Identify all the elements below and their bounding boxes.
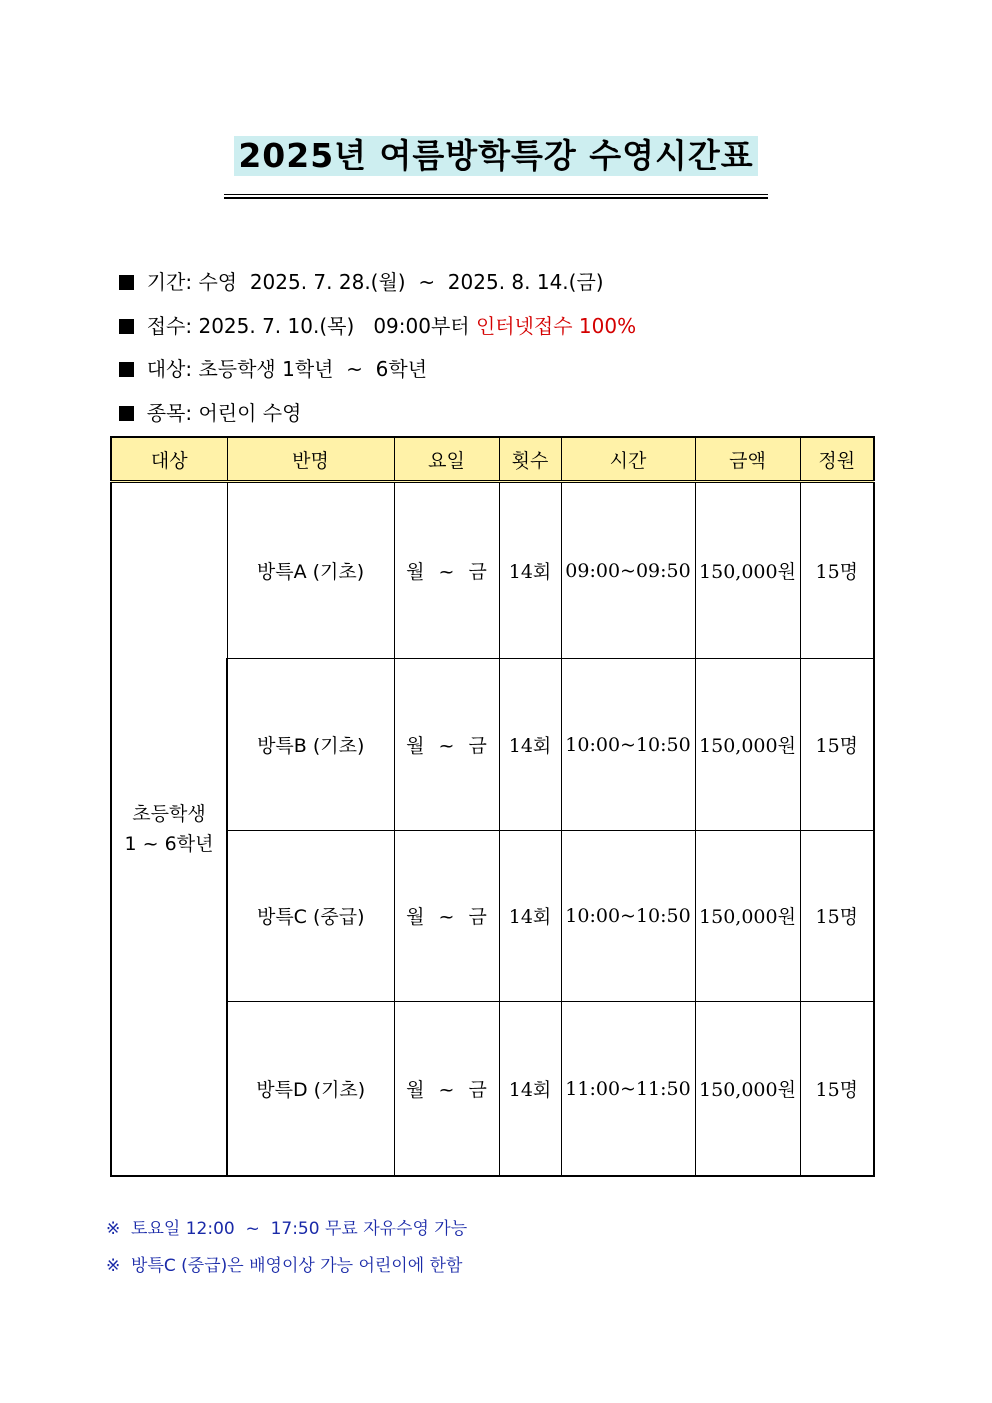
class-cell: 방특A (기초) <box>227 482 394 659</box>
target-cell <box>111 482 227 1177</box>
table-header-row <box>111 437 874 482</box>
days-cell: 월 ~ 금 <box>394 482 499 659</box>
price-cell: 150,000원 <box>695 659 800 830</box>
time-cell: 10:00~10:50 <box>561 659 695 830</box>
header-class: 반명 <box>227 437 394 482</box>
target-line1: 초등학생 <box>132 803 206 825</box>
info-label: 종목: <box>146 401 193 425</box>
square-bullet-icon <box>119 406 134 421</box>
info-event <box>106 371 301 427</box>
days-cell: 월 ~ 금 <box>394 830 499 1001</box>
info-value: 2025. 7. 10.(목) 09:00부터 <box>198 314 476 338</box>
info-label: 대상: <box>146 357 193 381</box>
price-cell: 150,000원 <box>695 830 800 1001</box>
class-cell: 방특D (기초) <box>227 1002 394 1176</box>
days-cell: 월 ~ 금 <box>394 659 499 830</box>
count-cell: 14회 <box>499 482 561 659</box>
info-label: 접수: <box>146 314 193 338</box>
capacity-cell: 15명 <box>800 659 874 830</box>
note-intermediate: ※ 방특C (중급)은 배영이상 가능 어린이에 한함 <box>106 1256 463 1276</box>
schedule-table <box>110 436 875 1177</box>
info-value: 수영 2025. 7. 28.(월) ~ 2025. 8. 14.(금) <box>198 270 604 294</box>
count-cell: 14회 <box>499 659 561 830</box>
header-target: 대상 <box>111 437 227 482</box>
capacity-cell: 15명 <box>800 482 874 659</box>
class-cell: 방특B (기초) <box>227 659 394 830</box>
count-cell: 14회 <box>499 830 561 1001</box>
header-capacity: 정원 <box>800 437 874 482</box>
header-count: 횟수 <box>499 437 561 482</box>
count-cell: 14회 <box>499 1002 561 1176</box>
class-cell: 방특C (중급) <box>227 830 394 1001</box>
header-days: 요일 <box>394 437 499 482</box>
title-container <box>0 136 992 176</box>
header-time: 시간 <box>561 437 695 482</box>
days-cell: 월 ~ 금 <box>394 1002 499 1176</box>
info-label: 기간: <box>146 270 193 294</box>
title-underline <box>224 194 768 199</box>
capacity-cell: 15명 <box>800 830 874 1001</box>
target-line2: 1 ~ 6학년 <box>124 833 214 855</box>
table-row <box>111 482 874 659</box>
price-cell: 150,000원 <box>695 1002 800 1176</box>
time-cell: 10:00~10:50 <box>561 830 695 1001</box>
info-value: 초등학생 1학년 ~ 6학년 <box>198 357 428 381</box>
header-price: 금액 <box>695 437 800 482</box>
time-cell: 11:00~11:50 <box>561 1002 695 1176</box>
info-highlight: 인터넷접수 100% <box>475 314 637 338</box>
price-cell: 150,000원 <box>695 482 800 659</box>
page-title: 2025년 여름방학특강 수영시간표 <box>234 136 757 176</box>
capacity-cell: 15명 <box>800 1002 874 1176</box>
info-value: 어린이 수영 <box>198 401 302 425</box>
time-cell: 09:00~09:50 <box>561 482 695 659</box>
note-saturday: ※ 토요일 12:00 ~ 17:50 무료 자유수영 가능 <box>106 1219 468 1239</box>
